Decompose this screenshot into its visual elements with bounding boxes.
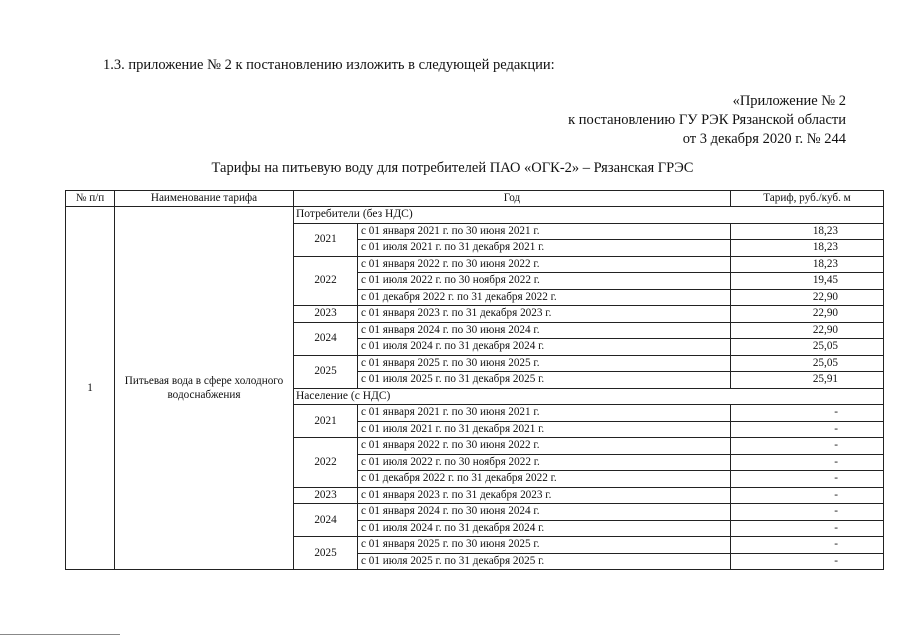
year-cell: 2022 [294,438,358,488]
tariff-cell: 18,23 [731,240,884,257]
tariff-cell: - [731,520,884,537]
footnote-divider [0,634,120,635]
tariff-cell: - [731,421,884,438]
group-label: Потребители (без НДС) [294,207,884,224]
period-cell: с 01 января 2024 г. по 30 июня 2024 г. [358,322,731,339]
year-cell: 2025 [294,537,358,570]
period-cell: с 01 июля 2022 г. по 30 ноября 2022 г. [358,454,731,471]
year-cell: 2023 [294,306,358,323]
tariff-cell: 25,05 [731,355,884,372]
period-cell: с 01 января 2023 г. по 31 декабря 2023 г. [358,306,731,323]
period-cell: с 01 января 2021 г. по 30 июня 2021 г. [358,405,731,422]
table-title: Тарифы на питьевую воду для потребителей ПАО «ОГК-2» – Рязанская ГРЭС [211,160,694,176]
year-cell: 2021 [294,223,358,256]
period-cell: с 01 июля 2025 г. по 31 декабря 2025 г. [358,372,731,389]
tariff-cell: 22,90 [731,306,884,323]
tariff-cell: 25,05 [731,339,884,356]
tariff-cell: 25,91 [731,372,884,389]
group-row [66,207,884,224]
period-cell: с 01 июля 2025 г. по 31 декабря 2025 г. [358,553,731,570]
year-cell: 2021 [294,405,358,438]
period-cell: с 01 июля 2024 г. по 31 декабря 2024 г. [358,339,731,356]
table-header-row [66,191,884,207]
tariff-cell: - [731,553,884,570]
period-cell: с 01 января 2025 г. по 30 июня 2025 г. [358,355,731,372]
year-cell: 2023 [294,487,358,504]
tariff-cell: - [731,454,884,471]
year-cell: 2025 [294,355,358,388]
period-cell: с 01 июля 2021 г. по 31 декабря 2021 г. [358,421,731,438]
header-name: Наименование тарифа [115,191,294,207]
period-cell: с 01 января 2021 г. по 30 июня 2021 г. [358,223,731,240]
header-num: № п/п [66,191,115,207]
tariff-cell: 18,23 [731,256,884,273]
year-cell: 2024 [294,322,358,355]
tariff-cell: - [731,471,884,488]
period-cell: с 01 декабря 2022 г. по 31 декабря 2022 г. [358,289,731,306]
tariff-cell: 19,45 [731,273,884,290]
period-cell: с 01 января 2025 г. по 30 июня 2025 г. [358,537,731,554]
period-cell: с 01 июля 2021 г. по 31 декабря 2021 г. [358,240,731,257]
period-cell: с 01 июля 2024 г. по 31 декабря 2024 г. [358,520,731,537]
tariff-cell: - [731,405,884,422]
tariff-cell: 22,90 [731,289,884,306]
period-cell: с 01 декабря 2022 г. по 31 декабря 2022 г. [358,471,731,488]
appendix-line-1: «Приложение № 2 [732,93,846,109]
period-cell: с 01 января 2022 г. по 30 июня 2022 г. [358,438,731,455]
tariff-cell: 18,23 [731,223,884,240]
appendix-reference [568,92,846,149]
tariff-cell: 22,90 [731,322,884,339]
tariff-name: Питьевая вода в сфере холодного водоснабжения [115,207,294,570]
intro-paragraph: 1.3. приложение № 2 к постановлению изложить в следующей редакции: [103,57,555,73]
tariff-cell: - [731,438,884,455]
appendix-line-3: от 3 декабря 2020 г. № 244 [682,131,846,147]
period-cell: с 01 января 2022 г. по 30 июня 2022 г. [358,256,731,273]
tariff-table-body [66,191,884,570]
period-cell: с 01 июля 2022 г. по 30 ноября 2022 г. [358,273,731,290]
header-tariff: Тариф, руб./куб. м [731,191,884,207]
row-number: 1 [66,207,115,570]
year-cell: 2024 [294,504,358,537]
tariff-cell: - [731,487,884,504]
tariff-table [65,190,884,570]
group-label: Население (с НДС) [294,388,884,405]
period-cell: с 01 января 2024 г. по 30 июня 2024 г. [358,504,731,521]
header-year: Год [294,191,731,207]
tariff-cell: - [731,504,884,521]
year-cell: 2022 [294,256,358,306]
tariff-cell: - [731,537,884,554]
appendix-line-2: к постановлению ГУ РЭК Рязанской области [568,112,846,128]
period-cell: с 01 января 2023 г. по 31 декабря 2023 г. [358,487,731,504]
